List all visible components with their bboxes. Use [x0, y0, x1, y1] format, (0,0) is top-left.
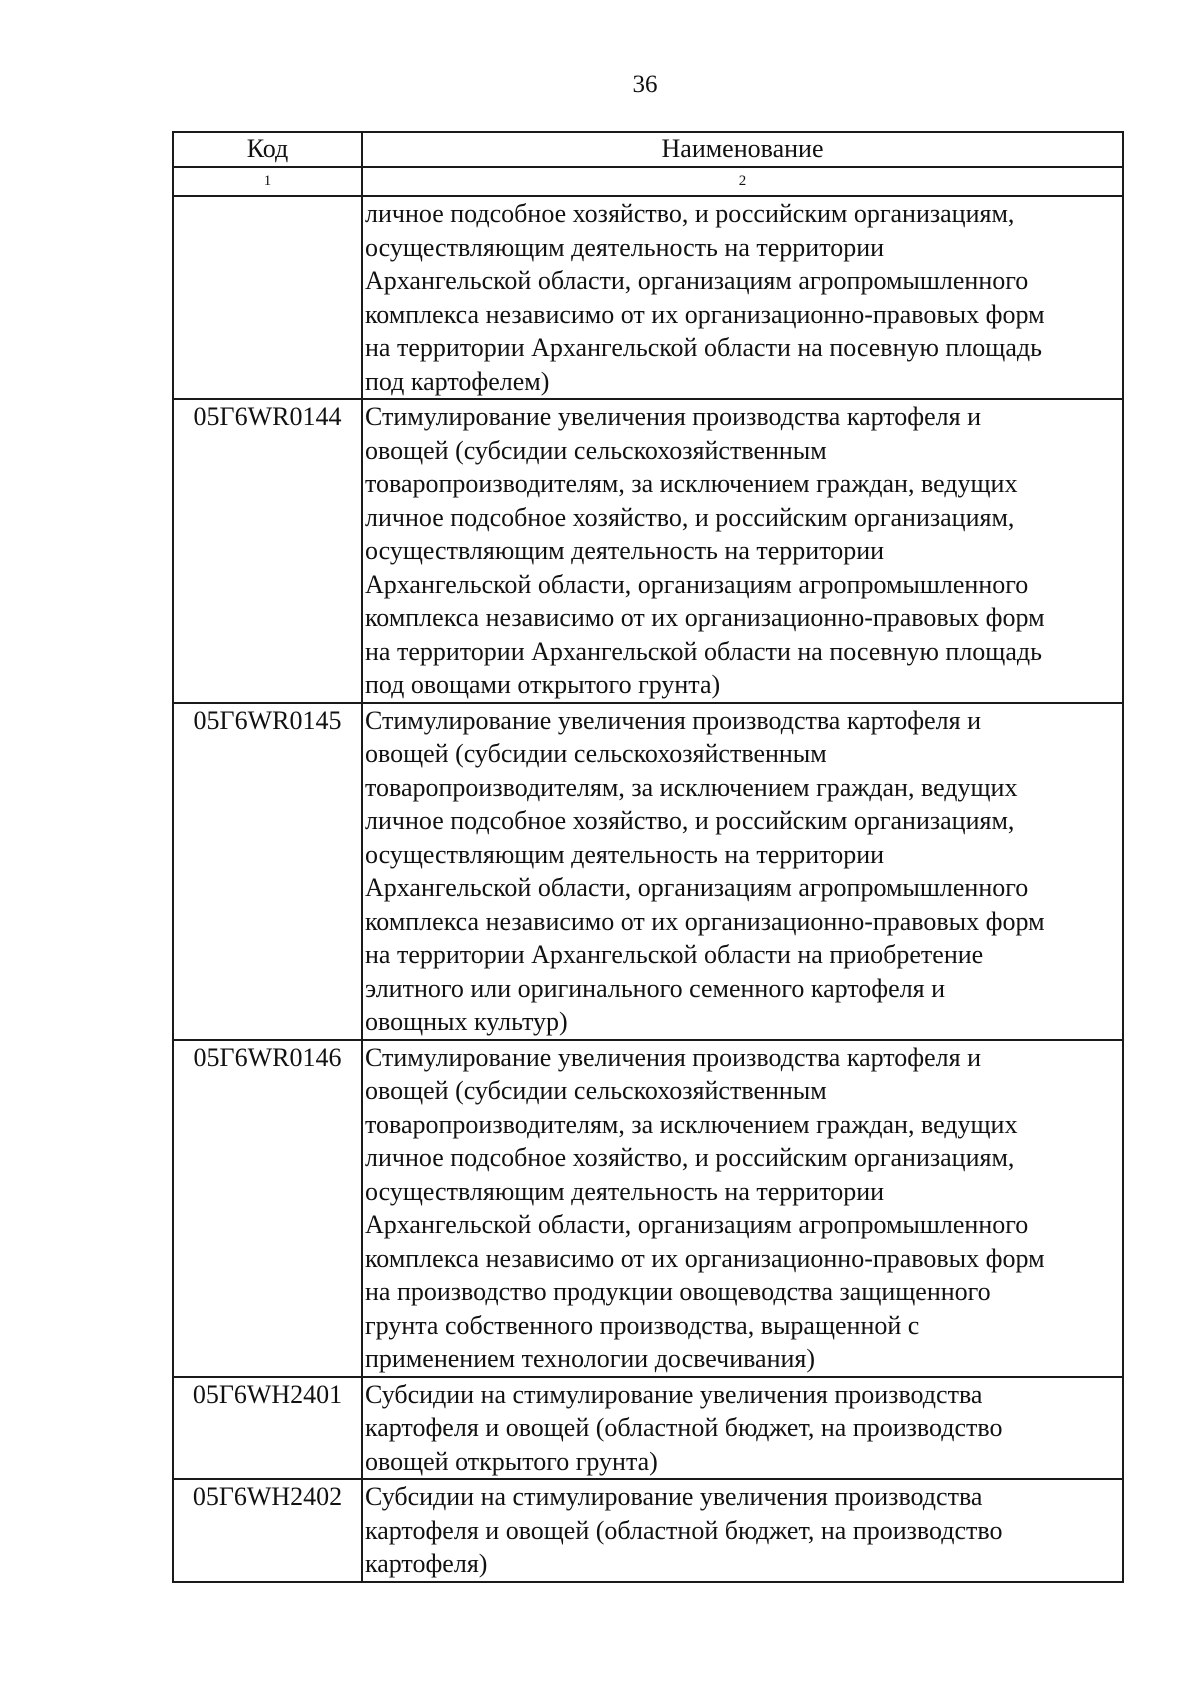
row-name-line: Субсидии на стимулирование увеличения производства [365, 1482, 983, 1511]
row-name-line: личное подсобное хозяйство, и российским организациям, [365, 1143, 1015, 1172]
column-number-2: 2 [362, 167, 1123, 196]
row-name [362, 703, 1123, 1040]
row-name-line: комплекса независимо от их организационно-правовых форм [365, 1243, 1045, 1273]
row-name-line: применением технологии досвечивания) [365, 1344, 816, 1373]
row-code: 05Г6WH2401 [173, 1377, 362, 1480]
row-name [362, 1040, 1123, 1377]
row-name-line: на территории Архангельской области на приобретение [365, 940, 984, 969]
row-name [362, 196, 1123, 399]
row-name-line: личное подсобное хозяйство, и российским организациям, [365, 806, 1015, 835]
row-name-line: товаропроизводителям, за исключением граждан, ведущих [365, 772, 1018, 802]
row-name-line: овощей (субсидии сельскохозяйственным [365, 739, 827, 768]
row-name-line: Стимулирование увеличения производства картофеля и [365, 705, 982, 735]
row-name-line: Архангельской области, организациям агропромышленного [365, 1210, 1029, 1239]
page-number: 36 [632, 71, 658, 98]
row-name-line: на производство продукции овощеводства защищенного [365, 1277, 991, 1306]
row-name-line: личное подсобное хозяйство, и российским организациям, [365, 199, 1015, 228]
row-name-line: осуществляющим деятельность на территории [365, 536, 885, 565]
row-name-line: комплекса независимо от их организационно-правовых форм [365, 906, 1045, 936]
row-name-line: овощей открытого грунта) [365, 1446, 658, 1476]
row-code: 05Г6WR0144 [173, 399, 362, 703]
row-name-line: Стимулирование увеличения производства картофеля и [365, 402, 982, 431]
row-name-line: личное подсобное хозяйство, и российским организациям, [365, 502, 1015, 532]
row-name-line: овощей (субсидии сельскохозяйственным [365, 435, 827, 465]
column-number-1: 1 [173, 167, 362, 196]
table-row [173, 399, 1123, 703]
classification-table [172, 131, 1124, 1583]
row-name-line: осуществляющим деятельность на территории [365, 839, 885, 869]
row-name-line: овощных культур) [365, 1007, 568, 1036]
table-row [173, 703, 1123, 1040]
row-name-line: под овощами открытого грунта) [365, 670, 721, 699]
row-name-line: Субсидии на стимулирование увеличения производства [365, 1379, 983, 1409]
row-name-line: комплекса независимо от их организационно-правовых форм [365, 299, 1045, 329]
row-name-line: картофеля и овощей (областной бюджет, на производство [365, 1413, 1003, 1442]
row-name-line: Архангельской области, организациям агропромышленного [365, 873, 1029, 902]
row-name-line: Архангельской области, организациям агропромышленного [365, 569, 1029, 599]
table-row [173, 196, 1123, 399]
row-name-line: осуществляющим деятельность на территории [365, 232, 885, 262]
row-name-line: элитного или оригинального семенного картофеля и [365, 973, 946, 1003]
row-code [173, 196, 362, 399]
row-name-line: Стимулирование увеличения производства картофеля и [365, 1042, 982, 1072]
row-name-line: картофеля) [365, 1549, 488, 1578]
row-name-line: товаропроизводителям, за исключением граждан, ведущих [365, 1109, 1018, 1139]
row-code: 05Г6WH2402 [173, 1479, 362, 1582]
row-name-line: грунта собственного производства, выращенной с [365, 1310, 920, 1340]
row-name-line: картофеля и овощей (областной бюджет, на производство [365, 1515, 1003, 1545]
row-code: 05Г6WR0146 [173, 1040, 362, 1377]
row-name [362, 1377, 1123, 1480]
row-name-line: под картофелем) [365, 366, 550, 396]
row-name-line: на территории Архангельской области на посевную площадь [365, 333, 1042, 362]
header-code: Код [173, 132, 362, 167]
table-row [173, 1479, 1123, 1582]
table-row [173, 1377, 1123, 1480]
row-name-line: товаропроизводителям, за исключением граждан, ведущих [365, 469, 1018, 498]
row-code: 05Г6WR0145 [173, 703, 362, 1040]
column-number-row [173, 167, 1123, 196]
row-name [362, 1479, 1123, 1582]
row-name-line: комплекса независимо от их организационно-правовых форм [365, 603, 1045, 632]
table-header-row [173, 132, 1123, 167]
row-name-line: на территории Архангельской области на посевную площадь [365, 636, 1042, 666]
table-row [173, 1040, 1123, 1377]
header-name: Наименование [362, 132, 1123, 167]
row-name-line: Архангельской области, организациям агропромышленного [365, 266, 1029, 295]
row-name-line: осуществляющим деятельность на территории [365, 1176, 885, 1206]
row-name [362, 399, 1123, 703]
row-name-line: овощей (субсидии сельскохозяйственным [365, 1076, 827, 1105]
